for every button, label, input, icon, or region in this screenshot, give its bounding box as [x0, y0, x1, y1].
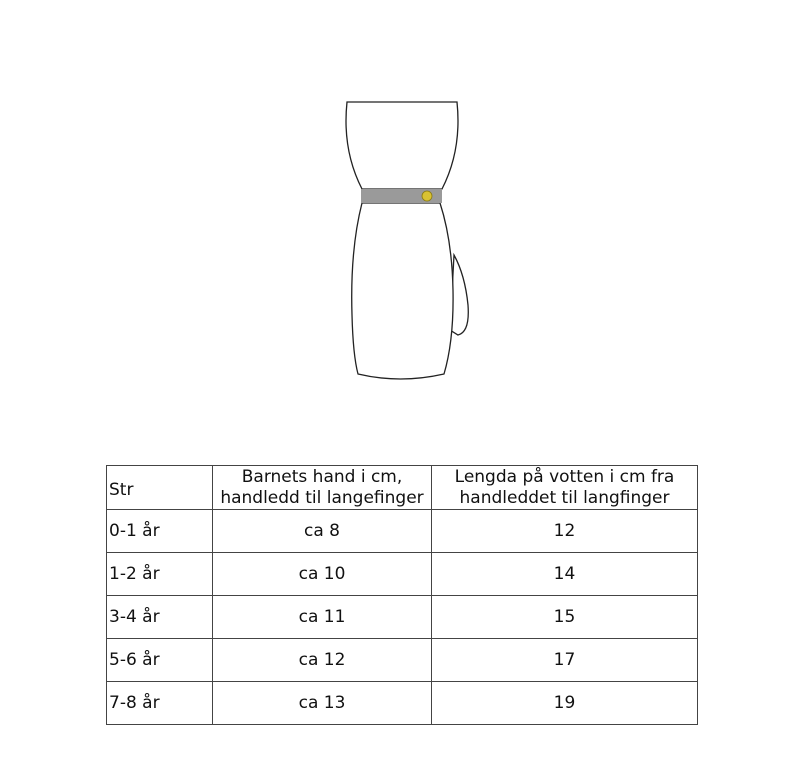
size-table: [106, 465, 698, 725]
mitten-illustration: [320, 90, 490, 400]
table-row: [107, 510, 698, 553]
length-cell: 15: [432, 596, 698, 639]
size-cell: 5-6 år: [107, 639, 213, 682]
table-header-row: [107, 466, 698, 510]
length-cell: 19: [432, 682, 698, 725]
table-row: [107, 639, 698, 682]
header-length-line1: Lengda på votten i cm fra: [454, 466, 675, 487]
size-cell: 7-8 år: [107, 682, 213, 725]
header-size: [107, 466, 213, 510]
mitten-cuff: [346, 102, 458, 189]
size-cell: 0-1 år: [107, 510, 213, 553]
hand-cell: ca 8: [213, 510, 432, 553]
header-hand-line2: handledd til langefinger: [220, 487, 424, 508]
mitten-body: [352, 203, 453, 379]
table-row: [107, 682, 698, 725]
header-length: [432, 466, 698, 510]
header-size-label: Str: [109, 480, 134, 500]
strap-button-icon: [422, 191, 432, 201]
hand-cell: ca 13: [213, 682, 432, 725]
size-cell: 1-2 år: [107, 553, 213, 596]
table-row: [107, 596, 698, 639]
length-cell: 17: [432, 639, 698, 682]
length-cell: 12: [432, 510, 698, 553]
header-length-line2: handleddet til langfinger: [459, 487, 670, 508]
hand-cell: ca 12: [213, 639, 432, 682]
header-hand: [213, 466, 432, 510]
hand-cell: ca 10: [213, 553, 432, 596]
size-cell: 3-4 år: [107, 596, 213, 639]
hand-cell: ca 11: [213, 596, 432, 639]
header-hand-line1: Barnets hand i cm,: [241, 466, 403, 487]
table-row: [107, 553, 698, 596]
length-cell: 14: [432, 553, 698, 596]
